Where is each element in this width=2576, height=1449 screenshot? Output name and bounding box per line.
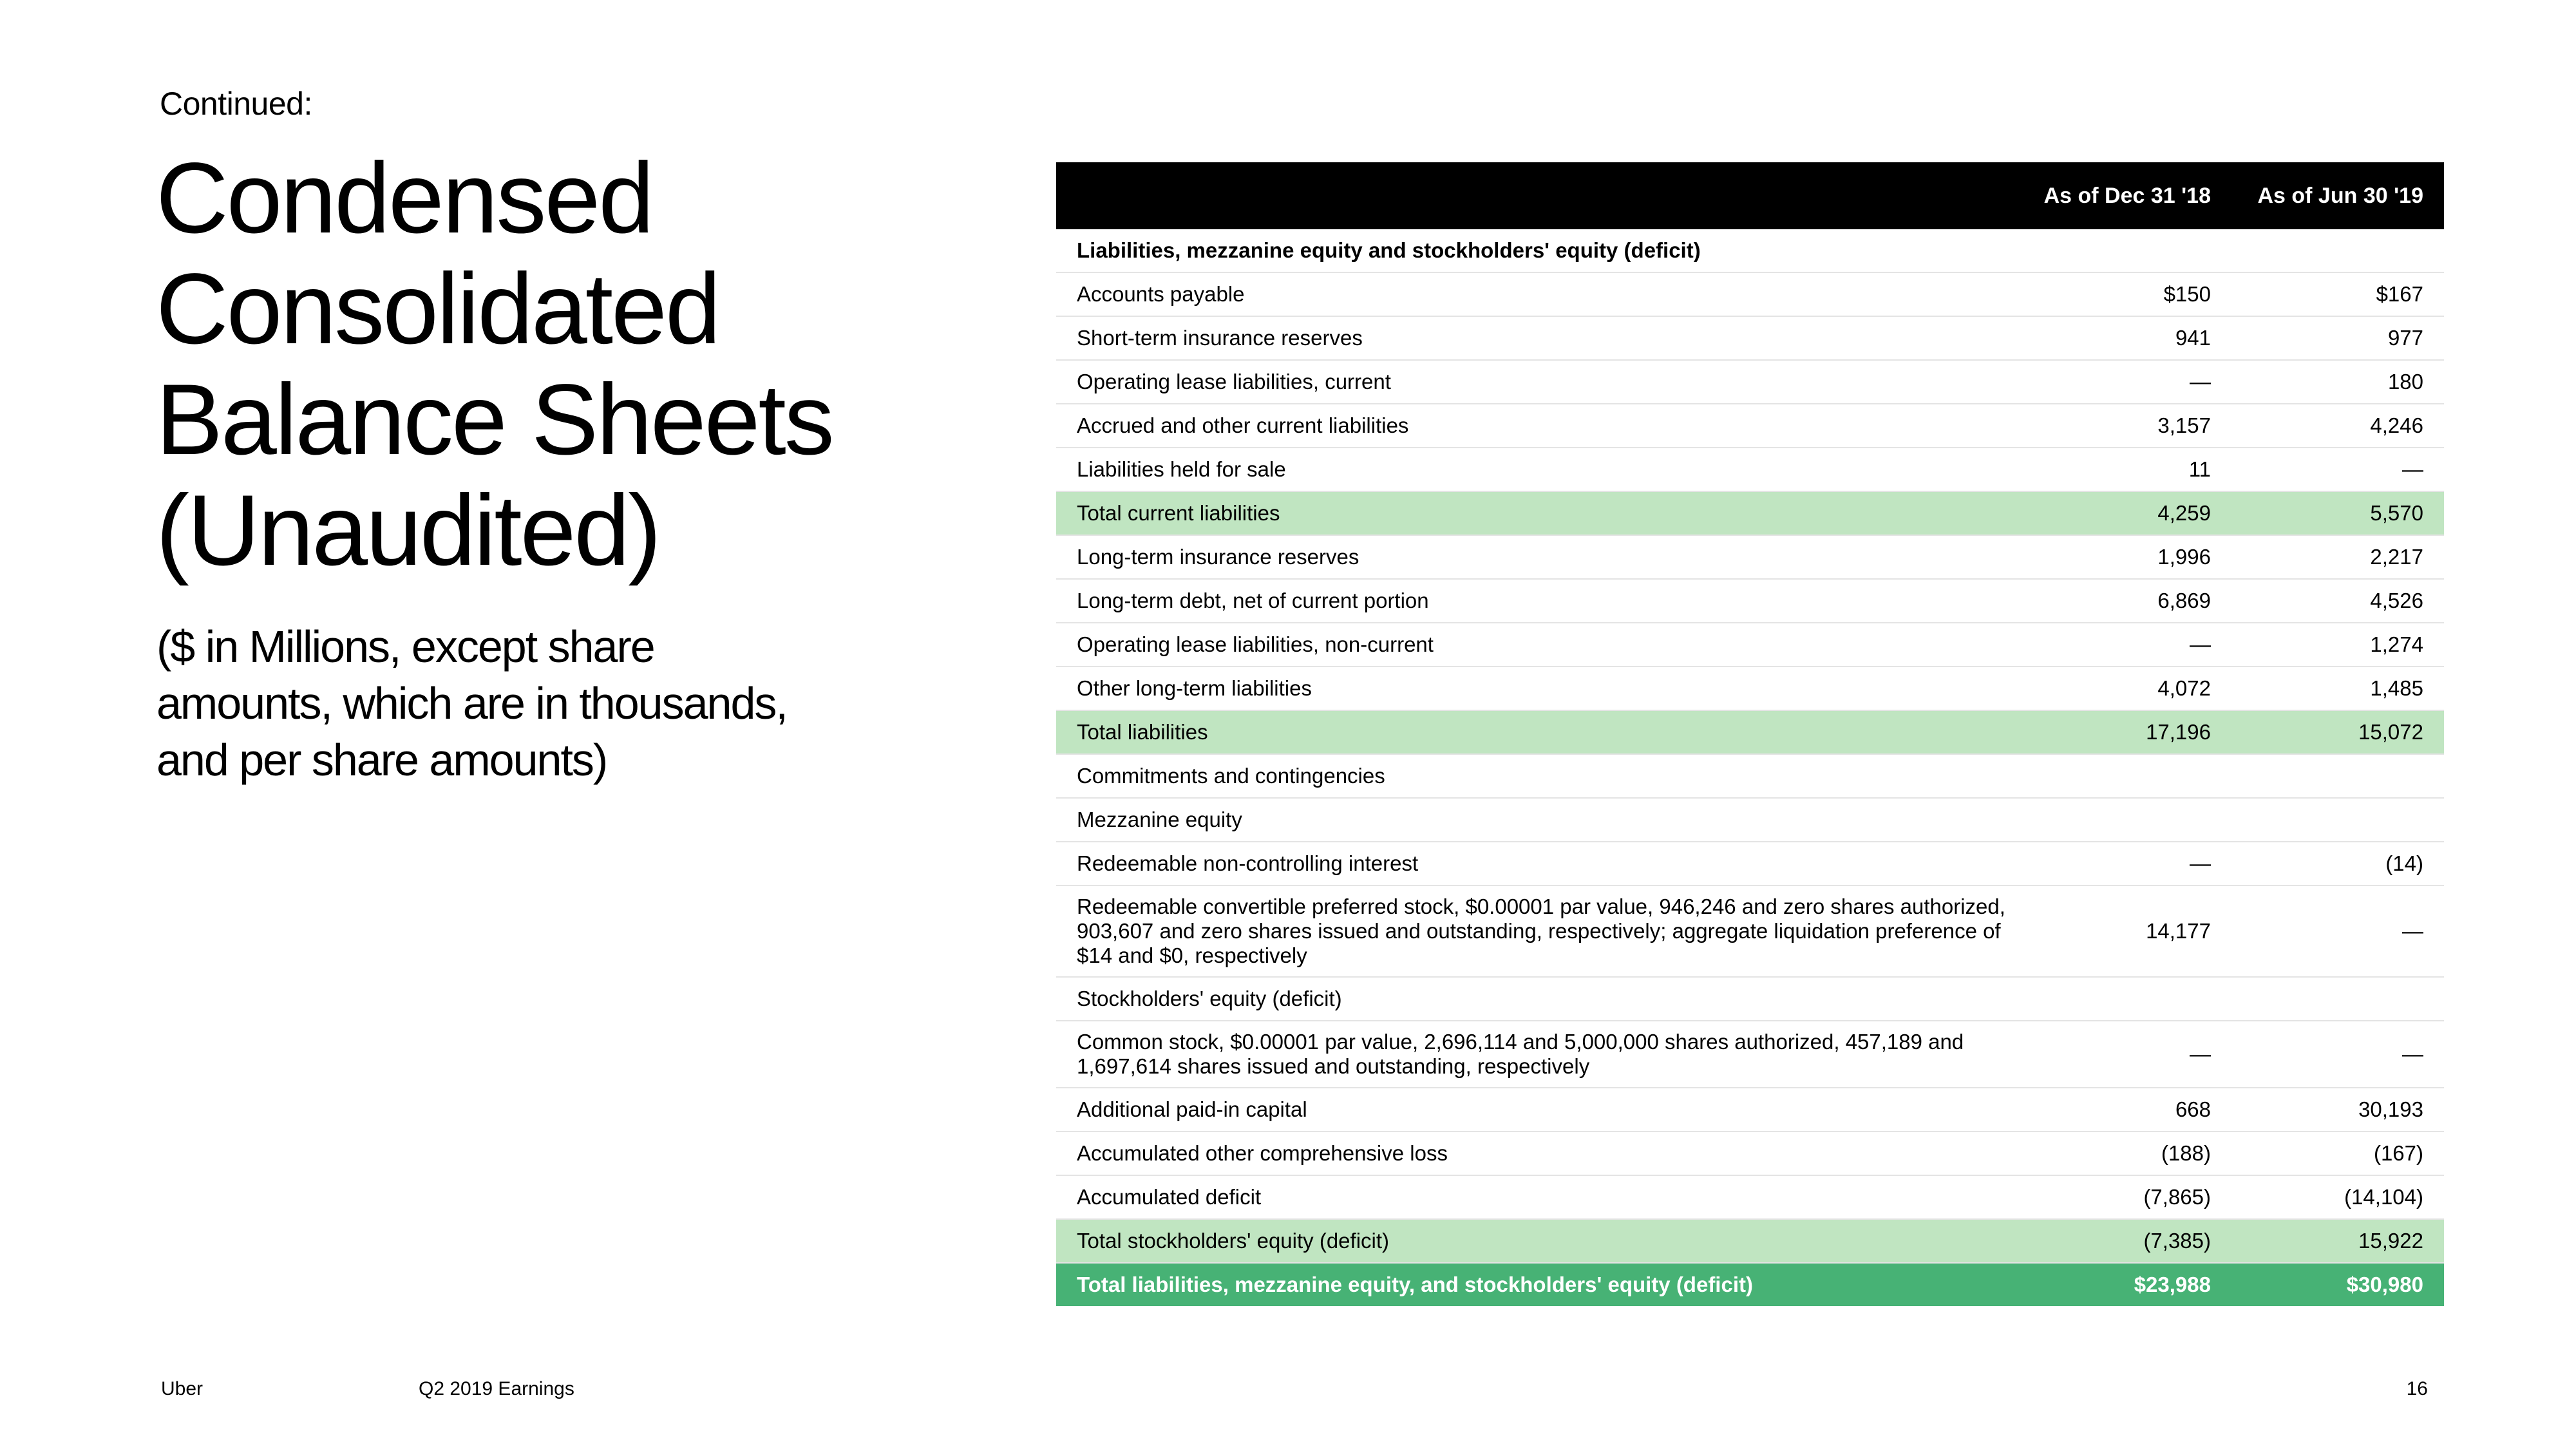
row-label: Accounts payable — [1056, 272, 2032, 316]
grand-total-row — [1056, 1263, 2444, 1306]
table-row — [1056, 798, 2444, 842]
row-value-jun-2019 — [2231, 754, 2444, 798]
table-row — [1056, 977, 2444, 1021]
row-value-dec-2018 — [2032, 229, 2231, 272]
row-label: Redeemable non-controlling interest — [1056, 842, 2032, 886]
row-value-dec-2018: $150 — [2032, 272, 2231, 316]
total-row — [1056, 710, 2444, 754]
row-value-dec-2018: 4,259 — [2032, 491, 2231, 535]
table-row — [1056, 1132, 2444, 1175]
row-value-jun-2019: 5,570 — [2231, 491, 2444, 535]
row-value-jun-2019: — — [2231, 1021, 2444, 1088]
row-value-dec-2018: 1,996 — [2032, 535, 2231, 579]
row-label: Total current liabilities — [1056, 491, 2032, 535]
row-value-dec-2018: (188) — [2032, 1132, 2231, 1175]
row-label: Stockholders' equity (deficit) — [1056, 977, 2032, 1021]
footer-brand: Uber — [161, 1378, 204, 1399]
row-label: Other long-term liabilities — [1056, 667, 2032, 710]
table-row — [1056, 1088, 2444, 1132]
row-value-dec-2018: $23,988 — [2032, 1263, 2231, 1306]
row-value-dec-2018: 3,157 — [2032, 404, 2231, 448]
row-value-jun-2019: — — [2231, 448, 2444, 491]
title-line: (Unaudited) — [156, 475, 660, 587]
row-label: Liabilities held for sale — [1056, 448, 2032, 491]
row-value-dec-2018: 4,072 — [2032, 667, 2231, 710]
row-value-jun-2019: 1,274 — [2231, 623, 2444, 667]
row-value-jun-2019 — [2231, 798, 2444, 842]
footer-report-name: Q2 2019 Earnings — [419, 1378, 574, 1399]
row-value-jun-2019: 2,217 — [2231, 535, 2444, 579]
row-value-jun-2019: 4,526 — [2231, 579, 2444, 623]
row-label: Mezzanine equity — [1056, 798, 2032, 842]
row-value-dec-2018 — [2032, 977, 2231, 1021]
subtitle-line: amounts, which are in thousands, — [156, 678, 787, 728]
table-row — [1056, 579, 2444, 623]
table-row — [1056, 360, 2444, 404]
row-label: Liabilities, mezzanine equity and stockholders' equity (deficit) — [1056, 229, 2032, 272]
table-row — [1056, 448, 2444, 491]
row-value-jun-2019: 15,072 — [2231, 710, 2444, 754]
table-row — [1056, 1021, 2444, 1088]
row-value-jun-2019: 15,922 — [2231, 1219, 2444, 1263]
row-value-dec-2018: 6,869 — [2032, 579, 2231, 623]
row-value-dec-2018: — — [2032, 360, 2231, 404]
row-value-dec-2018: (7,865) — [2032, 1175, 2231, 1219]
row-value-dec-2018 — [2032, 798, 2231, 842]
row-label: Accumulated other comprehensive loss — [1056, 1132, 2032, 1175]
row-value-dec-2018: 941 — [2032, 316, 2231, 360]
table-row — [1056, 842, 2444, 886]
page-subtitle — [156, 618, 865, 788]
row-label: Accumulated deficit — [1056, 1175, 2032, 1219]
column-header-dec-2018: As of Dec 31 '18 — [2032, 162, 2231, 229]
row-label: Common stock, $0.00001 par value, 2,696,114 and 5,000,000 shares authorized, 457,189 and 1,697,614 shares issued and outstanding, respectively — [1056, 1021, 2032, 1088]
total-row — [1056, 1219, 2444, 1263]
row-value-dec-2018: — — [2032, 623, 2231, 667]
row-label: Accrued and other current liabilities — [1056, 404, 2032, 448]
page-number: 16 — [2406, 1378, 2428, 1399]
table-row — [1056, 667, 2444, 710]
row-value-jun-2019: (14) — [2231, 842, 2444, 886]
row-value-jun-2019 — [2231, 229, 2444, 272]
row-value-dec-2018: 668 — [2032, 1088, 2231, 1132]
page-title — [156, 143, 929, 586]
row-value-dec-2018: (7,385) — [2032, 1219, 2231, 1263]
table-row — [1056, 404, 2444, 448]
balance-sheet-table — [1056, 162, 2444, 1306]
table-row — [1056, 754, 2444, 798]
title-line: Condensed — [156, 142, 652, 254]
table-row — [1056, 886, 2444, 977]
continued-label: Continued: — [160, 86, 312, 122]
total-row — [1056, 491, 2444, 535]
row-value-dec-2018: 11 — [2032, 448, 2231, 491]
row-label: Total liabilities — [1056, 710, 2032, 754]
row-value-jun-2019: 1,485 — [2231, 667, 2444, 710]
row-value-jun-2019: — — [2231, 886, 2444, 977]
column-header-label — [1056, 162, 2032, 229]
row-value-dec-2018 — [2032, 754, 2231, 798]
row-label: Additional paid-in capital — [1056, 1088, 2032, 1132]
table-row — [1056, 1175, 2444, 1219]
row-value-jun-2019: 180 — [2231, 360, 2444, 404]
table-header-row — [1056, 162, 2444, 229]
subtitle-line: and per share amounts) — [156, 735, 607, 785]
row-value-jun-2019 — [2231, 977, 2444, 1021]
row-label: Operating lease liabilities, current — [1056, 360, 2032, 404]
subtitle-line: ($ in Millions, except share — [156, 621, 654, 672]
row-label: Short-term insurance reserves — [1056, 316, 2032, 360]
row-value-jun-2019: $30,980 — [2231, 1263, 2444, 1306]
row-value-dec-2018: 17,196 — [2032, 710, 2231, 754]
table-row — [1056, 229, 2444, 272]
row-label: Redeemable convertible preferred stock, $0.00001 par value, 946,246 and zero shares authorized, 903,607 and zero shares issued and outstanding, respectively; aggregate liquidation preference of $14 and $0, respectively — [1056, 886, 2032, 977]
title-line: Balance Sheets — [156, 364, 833, 476]
table-row — [1056, 316, 2444, 360]
row-value-jun-2019: 4,246 — [2231, 404, 2444, 448]
title-line: Consolidated — [156, 253, 719, 365]
row-value-jun-2019: (14,104) — [2231, 1175, 2444, 1219]
table-row — [1056, 623, 2444, 667]
row-value-dec-2018: — — [2032, 1021, 2231, 1088]
row-value-dec-2018: — — [2032, 842, 2231, 886]
row-label: Long-term debt, net of current portion — [1056, 579, 2032, 623]
row-value-jun-2019: 30,193 — [2231, 1088, 2444, 1132]
row-label: Commitments and contingencies — [1056, 754, 2032, 798]
column-header-jun-2019: As of Jun 30 '19 — [2231, 162, 2444, 229]
row-value-jun-2019: (167) — [2231, 1132, 2444, 1175]
table-row — [1056, 272, 2444, 316]
row-label: Total stockholders' equity (deficit) — [1056, 1219, 2032, 1263]
row-value-jun-2019: 977 — [2231, 316, 2444, 360]
table-row — [1056, 535, 2444, 579]
row-label: Long-term insurance reserves — [1056, 535, 2032, 579]
row-value-dec-2018: 14,177 — [2032, 886, 2231, 977]
row-value-jun-2019: $167 — [2231, 272, 2444, 316]
row-label: Operating lease liabilities, non-current — [1056, 623, 2032, 667]
row-label: Total liabilities, mezzanine equity, and stockholders' equity (deficit) — [1056, 1263, 2032, 1306]
